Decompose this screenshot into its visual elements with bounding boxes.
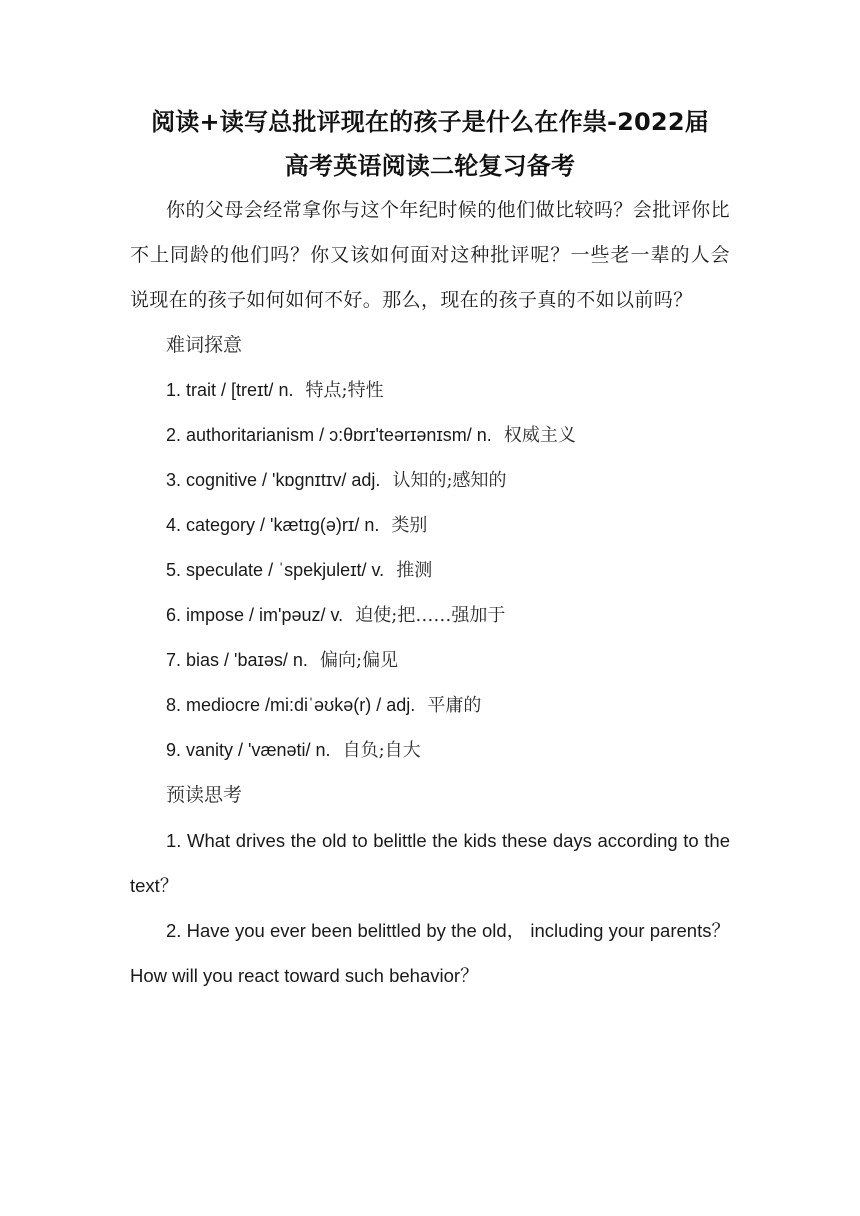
vocab-meaning: 平庸的 [427, 695, 482, 716]
question-item: 1. What drives the old to belittle the kids these days according to the text？ [130, 830, 730, 896]
vocab-meaning: 权威主义 [503, 425, 576, 446]
vocab-meaning: 迫使;把……强加于 [355, 605, 506, 626]
vocab-item [130, 683, 730, 728]
vocab-term: 1. trait / [treɪt/ n. [166, 380, 294, 400]
document-page [130, 100, 730, 998]
document-title [130, 100, 730, 188]
question-list [130, 818, 730, 998]
vocab-item [130, 728, 730, 773]
vocab-meaning: 偏向;偏见 [320, 650, 399, 671]
vocab-item [130, 413, 730, 458]
vocab-meaning: 认知的;感知的 [392, 470, 507, 491]
vocab-term: 8. mediocre /mi:diˈəʊkə(r) / adj. [166, 695, 416, 715]
title-line-2: 高考英语阅读二轮复习备考 [284, 152, 576, 180]
vocab-item [130, 638, 730, 683]
title-line-1: 阅读+读写总批评现在的孩子是什么在作祟-2022届 [151, 108, 709, 136]
vocab-meaning: 类别 [391, 515, 428, 536]
vocab-meaning: 特点;特性 [305, 380, 384, 401]
prereading-heading: 预读思考 [166, 784, 243, 806]
vocab-meaning: 自负;自大 [342, 740, 421, 761]
vocab-item [130, 548, 730, 593]
question-item: 2. Have you ever been belittled by the old， including your parents？ How will you react toward such behavior？ [130, 920, 730, 986]
vocab-term: 6. impose / im'pəuz/ v. [166, 605, 344, 625]
vocab-item [130, 458, 730, 503]
vocab-term: 7. bias / 'baɪəs/ n. [166, 650, 308, 670]
vocab-list [130, 368, 730, 773]
vocab-term: 5. speculate / ˈspekjuleɪt/ v. [166, 560, 385, 580]
vocab-item [130, 503, 730, 548]
intro-paragraph: 你的父母会经常拿你与这个年纪时候的他们做比较吗？会批评你比不上同龄的他们吗？你又该如何面对这种批评呢？一些老一辈的人会说现在的孩子如何如何不好。那么，现在的孩子真的不如以前吗？ [130, 199, 730, 311]
vocab-item [130, 593, 730, 638]
vocab-term: 3. cognitive / 'kɒɡnɪtɪv/ adj. [166, 470, 381, 490]
vocab-meaning: 推测 [396, 560, 433, 581]
vocab-term: 2. authoritarianism / ɔ:θɒrɪ'teərɪənɪsm/ n. [166, 425, 492, 445]
vocab-item [130, 368, 730, 413]
vocab-heading: 难词探意 [166, 334, 243, 356]
vocab-term: 9. vanity / 'vænəti/ n. [166, 740, 331, 760]
vocab-term: 4. category / 'kætɪg(ə)rɪ/ n. [166, 515, 380, 535]
